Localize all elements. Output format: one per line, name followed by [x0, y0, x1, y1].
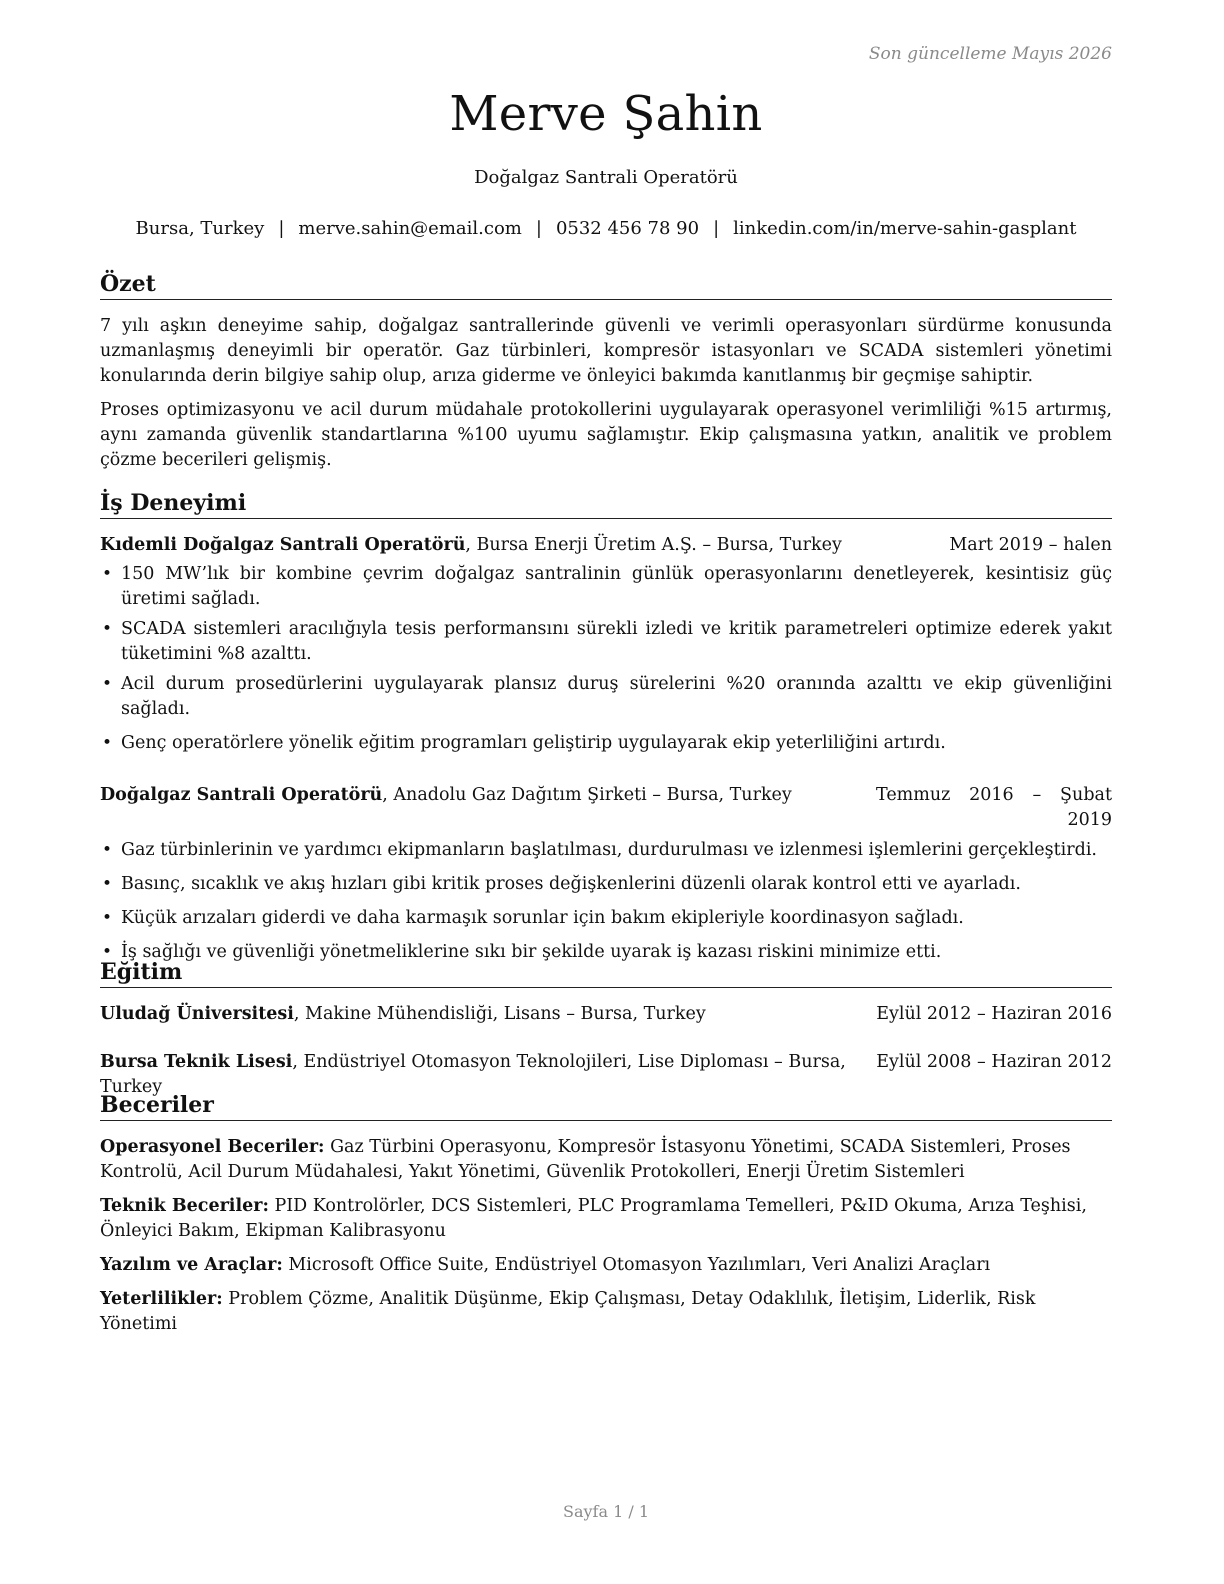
job-title: Doğalgaz Santrali Operatörü: [474, 167, 738, 188]
contact-email[interactable]: merve.sahin@email.com: [298, 218, 522, 239]
list-item: • 150 MW’lık bir kombine çevrim doğalgaz santralinin günlük operasyonlarını denetleyerek, kesintisiz güç üretimi sağladı.: [100, 562, 1112, 612]
skill-group: [100, 1194, 1112, 1244]
school-name: Bursa Teknik Lisesi: [100, 1052, 293, 1072]
skill-label: Operasyonel Beceriler:: [100, 1137, 325, 1157]
summary-section: [100, 270, 1112, 473]
summary-paragraph: 7 yılı aşkın deneyime sahip, doğalgaz santrallerinde güvenli ve verimli operasyonları sürdürme konusunda uzmanlaşmış deneyimli bir operatör. Gaz türbinleri, kompresör istasyonları ve SCADA sistemleri yönetimi konularında derin bilgiye sahip olup, arıza giderme ve önleyici bakımda kanıtlanmış bir geçmişe sahiptir.: [100, 316, 1112, 386]
job-bullets: [100, 838, 1112, 965]
contact-separator: |: [713, 218, 720, 239]
school-detail: , Makine Mühendisliği, Lisans – Bursa, Turkey: [293, 1004, 706, 1024]
school-name: Uludağ Üniversitesi: [100, 1004, 294, 1024]
contact-phone[interactable]: 0532 456 78 90: [555, 218, 700, 239]
job-dates: Mart 2019 – halen: [949, 535, 1112, 555]
list-item: • Gaz türbinlerinin ve yardımcı ekipmanların başlatılması, durdurulması ve izlenmesi işlemlerini gerçekleştirdi.: [100, 838, 1112, 863]
list-item: • SCADA sistemleri aracılığıyla tesis performansını sürekli izledi ve kritik parametreleri optimize ederek yakıt tüketimini %8 azalttı.: [100, 617, 1112, 667]
job-dates: Temmuz 2016 – Şubat 2019: [876, 785, 1112, 830]
job-header: [100, 533, 1112, 558]
education-dates: Eylül 2008 – Haziran 2012: [876, 1052, 1112, 1072]
skill-text: PID Kontrolörler, DCS Sistemleri, PLC Programlama Temelleri, P&ID Okuma, Arıza Teşhisi, Önleyici Bakım, Ekipman Kalibrasyonu: [100, 1196, 1087, 1241]
last-updated: Son güncelleme Mayıs 2026: [868, 44, 1112, 64]
skill-group: [100, 1135, 1112, 1185]
skill-label: Yazılım ve Araçlar:: [100, 1255, 283, 1275]
skills-heading: Beceriler: [100, 1091, 1112, 1121]
summary-heading: Özet: [100, 270, 1112, 300]
skill-text: Gaz Türbini Operasyonu, Kompresör İstasyonu Yönetimi, SCADA Sistemleri, Proses Kontrolü, Acil Durum Müdahalesi, Yakıt Yönetimi, Güvenlik Protokolleri, Enerji Üretim Sistemleri: [100, 1137, 1071, 1182]
candidate-name: Merve Şahin: [449, 86, 763, 142]
contact-location: Bursa, Turkey: [135, 218, 265, 239]
school-detail: , Endüstriyel Otomasyon Teknolojileri, Lise Diploması – Bursa, Turkey: [100, 1052, 846, 1097]
contact-line: [100, 218, 1112, 239]
skill-label: Yeterlilikler:: [100, 1289, 223, 1309]
skills-section: [100, 1091, 1112, 1337]
skill-text: Microsoft Office Suite, Endüstriyel Otomasyon Yazılımları, Veri Analizi Araçları: [282, 1255, 991, 1275]
resume-page: [100, 0, 1112, 1584]
list-item: • İş sağlığı ve güvenliği yönetmeliklerine sıkı bir şekilde uyarak iş kazası riskini minimize etti.: [100, 940, 1112, 965]
education-dates: Eylül 2012 – Haziran 2016: [876, 1004, 1112, 1024]
list-item: • Basınç, sıcaklık ve akış hızları gibi kritik proses değişkenlerini düzenli olarak kontrol etti ve ayarladı.: [100, 872, 1112, 897]
experience-section: [100, 489, 1112, 965]
skill-group: [100, 1287, 1112, 1337]
list-item: • Küçük arızaları giderdi ve daha karmaşık sorunlar için bakım ekipleriyle koordinasyon sağladı.: [100, 906, 1112, 931]
list-item: • Genç operatörlere yönelik eğitim programları geliştirip uygulayarak ekip yeterliliğini artırdı.: [100, 731, 1112, 756]
job-bullets: [100, 562, 1112, 756]
skill-group: [100, 1253, 1112, 1278]
summary-paragraph: Proses optimizasyonu ve acil durum müdahale protokollerini uygulayarak operasyonel verimliliği %15 artırmış, aynı zamanda güvenlik standartlarına %100 uyumu sağlamıştır. Ekip çalışmasına yatkın, analitik ve problem çözme becerileri gelişmiş.: [100, 400, 1112, 470]
job-company: , Bursa Enerji Üretim A.Ş. – Bursa, Turkey: [465, 535, 842, 555]
contact-linkedin[interactable]: linkedin.com/in/merve-sahin-gasplant: [733, 218, 1077, 239]
job-header: [100, 783, 1112, 833]
education-section: [100, 958, 1112, 1100]
education-heading: Eğitim: [100, 958, 1112, 988]
contact-separator: |: [278, 218, 285, 239]
experience-heading: İş Deneyimi: [100, 489, 1112, 519]
contact-separator: |: [535, 218, 542, 239]
job-company: , Anadolu Gaz Dağıtım Şirketi – Bursa, Turkey: [382, 785, 792, 805]
skill-text: Problem Çözme, Analitik Düşünme, Ekip Çalışması, Detay Odaklılık, İletişim, Liderlik, Risk Yönetimi: [100, 1289, 1036, 1334]
page-number: Sayfa 1 / 1: [562, 1502, 649, 1521]
job-role: Doğalgaz Santrali Operatörü: [100, 785, 383, 805]
education-entry: [100, 1002, 1112, 1027]
skill-label: Teknik Beceriler:: [100, 1196, 269, 1216]
job-entry: [100, 783, 1112, 965]
job-entry: [100, 533, 1112, 756]
job-role: Kıdemli Doğalgaz Santrali Operatörü: [100, 535, 466, 555]
list-item: • Acil durum prosedürlerini uygulayarak plansız duruş sürelerini %20 oranında azalttı ve ekip güvenliğini sağladı.: [100, 672, 1112, 722]
